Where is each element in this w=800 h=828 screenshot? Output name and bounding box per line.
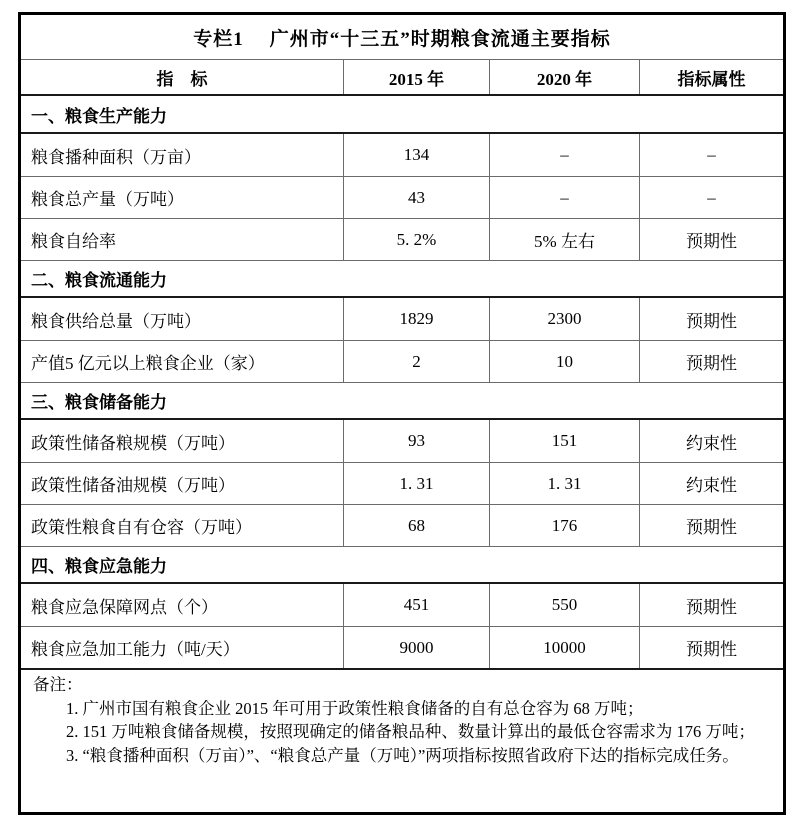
value-2015-cell: 2	[343, 341, 489, 382]
section-grain-circulation: 二、粮食流通能力	[21, 260, 783, 298]
value-2015-cell: 451	[343, 584, 489, 626]
attribute-cell: 预期性	[639, 584, 783, 626]
table-title-prefix: 专栏1	[193, 28, 244, 50]
value-2020-cell: –	[489, 177, 639, 218]
header-indicator: 指 标	[156, 69, 208, 89]
row-grain-enterprises-over-500m	[21, 340, 783, 382]
header-attribute: 指标属性	[639, 60, 783, 94]
value-2020-cell: 151	[489, 420, 639, 462]
value-2015-cell: 1. 31	[343, 463, 489, 504]
indicator-cell: 粮食应急加工能力（吨/天）	[31, 640, 240, 659]
section-grain-production: 一、粮食生产能力	[21, 96, 783, 134]
value-2015-cell: 1829	[343, 298, 489, 340]
section-grain-reserve: 三、粮食储备能力	[21, 382, 783, 420]
section-grain-emergency: 四、粮食应急能力	[21, 546, 783, 584]
row-policy-grain-own-storage	[21, 504, 783, 546]
value-2020-cell: 10000	[489, 627, 639, 668]
row-grain-total-output	[21, 176, 783, 218]
header-2015: 2015 年	[343, 60, 489, 94]
indicator-cell: 粮食应急保障网点（个）	[31, 597, 218, 617]
attribute-cell: 预期性	[639, 219, 783, 260]
indicator-cell: 政策性储备油规模（万吨）	[31, 476, 235, 495]
notes-block	[21, 668, 783, 812]
value-2020-cell: 5% 左右	[489, 219, 639, 260]
row-grain-self-sufficiency-rate	[21, 218, 783, 260]
indicator-cell: 粮食自给率	[31, 232, 116, 251]
table-title	[21, 15, 783, 59]
row-policy-oil-reserve-scale	[21, 462, 783, 504]
indicator-cell: 产值5 亿元以上粮食企业（家）	[31, 354, 265, 373]
value-2020-cell: 176	[489, 505, 639, 546]
value-2015-cell: 93	[343, 420, 489, 462]
value-2015-cell: 43	[343, 177, 489, 218]
note-item-3: 3. “粮食播种面积（万亩）”、“粮食总产量（万吨）”两项指标按照省政府下达的指标完成任务。	[66, 745, 739, 765]
value-2020-cell: 550	[489, 584, 639, 626]
value-2015-cell: 134	[343, 134, 489, 176]
grain-indicators-table	[18, 12, 786, 815]
value-2020-cell: 10	[489, 341, 639, 382]
value-2015-cell: 9000	[343, 627, 489, 668]
attribute-cell: 预期性	[639, 341, 783, 382]
value-2015-cell: 68	[343, 505, 489, 546]
attribute-cell: 预期性	[639, 505, 783, 546]
row-emergency-supply-outlets	[21, 584, 783, 626]
attribute-cell: 预期性	[639, 298, 783, 340]
attribute-cell: –	[639, 177, 783, 218]
value-2020-cell: –	[489, 134, 639, 176]
indicator-cell: 粮食供给总量（万吨）	[31, 311, 201, 331]
row-policy-grain-reserve-scale	[21, 420, 783, 462]
row-grain-supply-total	[21, 298, 783, 340]
indicator-cell: 粮食总产量（万吨）	[31, 190, 184, 209]
table-header-row	[21, 59, 783, 96]
note-item-1: 1. 广州市国有粮食企业 2015 年可用于政策性粮食储备的自有总仓容为 68 万吨；	[66, 698, 644, 718]
notes-label: 备注：	[33, 675, 83, 694]
header-2020: 2020 年	[489, 60, 639, 94]
indicator-cell: 粮食播种面积（万亩）	[31, 147, 201, 167]
indicator-cell: 政策性粮食自有仓容（万吨）	[31, 518, 252, 537]
attribute-cell: 约束性	[639, 463, 783, 504]
attribute-cell: 预期性	[639, 627, 783, 668]
row-emergency-processing-capacity	[21, 626, 783, 668]
value-2020-cell: 2300	[489, 298, 639, 340]
value-2015-cell: 5. 2%	[343, 219, 489, 260]
value-2020-cell: 1. 31	[489, 463, 639, 504]
note-item-2: 2. 151 万吨粮食储备规模，按照现确定的储备粮品种、数量计算出的最低仓容需求为 176 万吨；	[66, 722, 755, 741]
table-title-text: 广州市“十三五”时期粮食流通主要指标	[269, 28, 611, 50]
attribute-cell: –	[639, 134, 783, 176]
attribute-cell: 约束性	[639, 420, 783, 462]
indicator-cell: 政策性储备粮规模（万吨）	[31, 433, 235, 453]
row-grain-sown-area	[21, 134, 783, 176]
